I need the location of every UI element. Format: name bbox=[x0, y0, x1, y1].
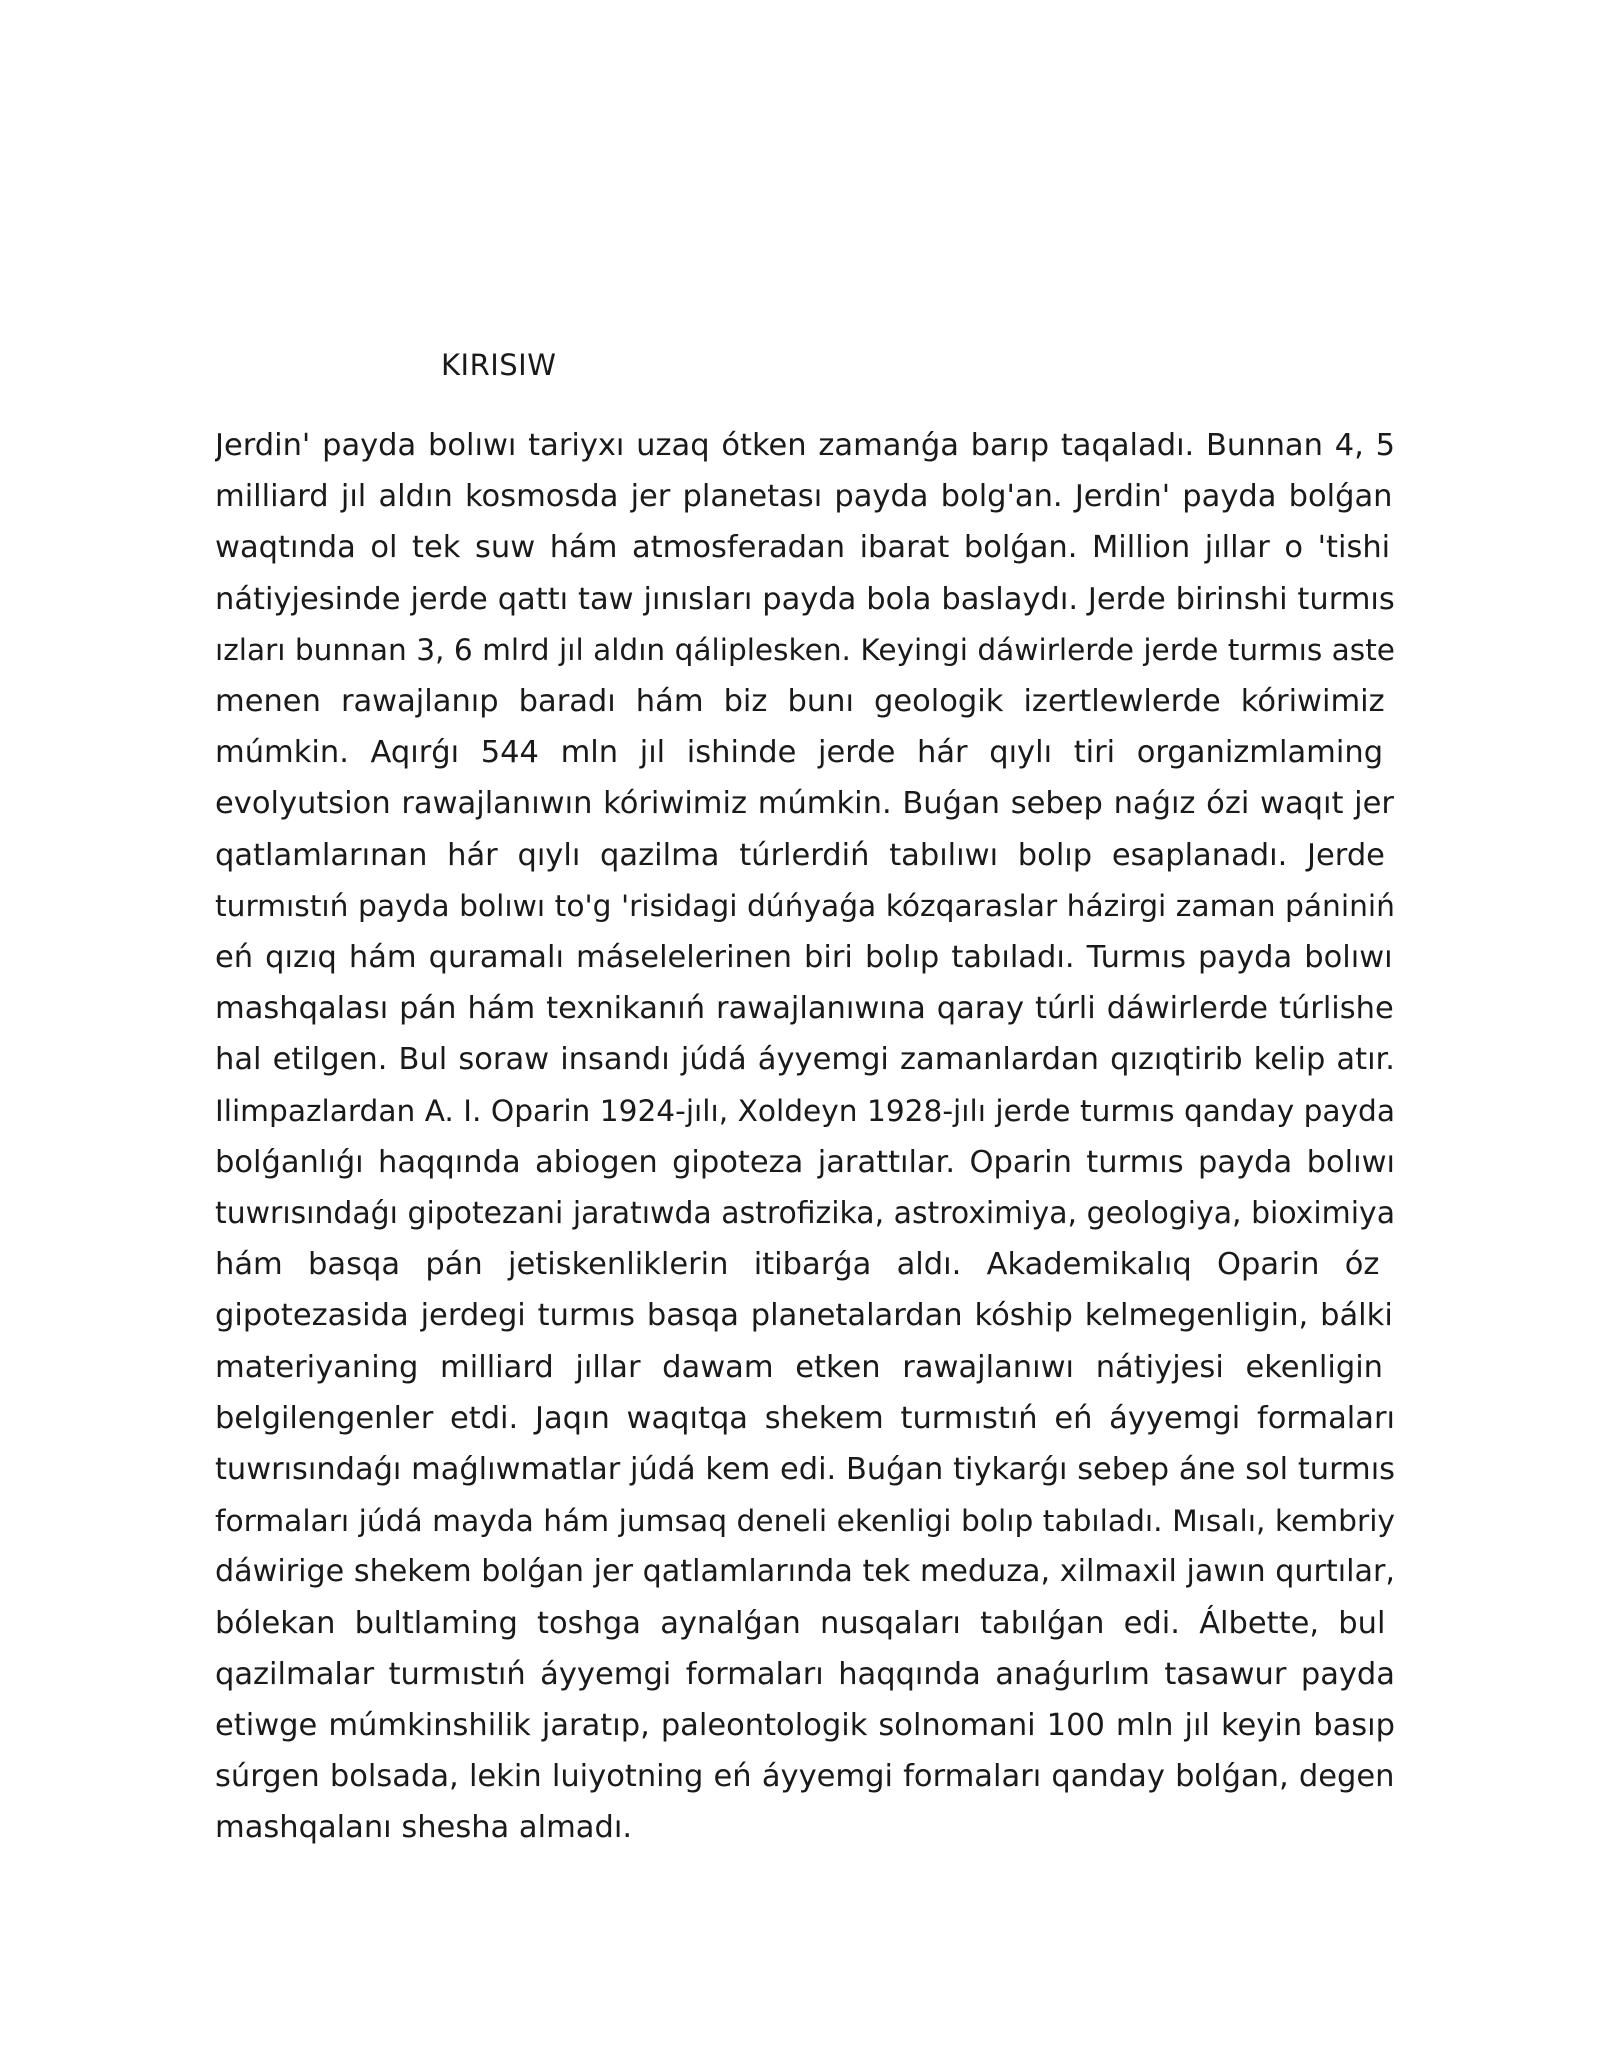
text-line: qazilmalar turmıstıń áyyemgi formaları haqqında anaǵurlım tasawur payda bbox=[215, 1656, 1395, 1692]
page-title: KIRISIW bbox=[441, 348, 557, 382]
text-line: waqtında ol tek suw hám atmosferadan ibarat bolǵan. Million jıllar o 'tishi bbox=[215, 530, 1391, 566]
text-line: hám basqa pán jetiskenliklerin itibarǵa aldı. Akademikalıq Oparin óz bbox=[215, 1247, 1380, 1283]
text-line: tuwrısındaǵı maǵlıwmatlar júdá kem edi. Buǵan tiykarǵı sebep áne sol turmıs bbox=[215, 1452, 1395, 1488]
text-line: tuwrısındaǵı gipotezani jaratıwda astrofizika, astroximiya, geologiya, bioximiya bbox=[215, 1196, 1395, 1232]
text-line: ızları bunnan 3, 6 mlrd jıl aldın qáliplesken. Keyingi dáwirlerde jerde turmıs aste bbox=[215, 632, 1395, 667]
text-line: mashqalası pán hám texnikanıń rawajlanıwına qaray túrli dáwirlerde túrlishe bbox=[215, 991, 1394, 1027]
text-line: Ilimpazlardan A. I. Oparin 1924-jılı, Xoldeyn 1928-jılı jerde turmıs qanday payda bbox=[215, 1093, 1395, 1128]
text-line: bolǵanlıǵı haqqında abiogen gipoteza jarattılar. Oparin turmıs payda bolıwı bbox=[215, 1144, 1395, 1180]
text-line: hal etilgen. Bul soraw insandı júdá áyyemgi zamanlardan qızıqtirib kelip atır. bbox=[215, 1042, 1395, 1078]
text-line: turmıstıń payda bolıwı to'g 'risidagi dúńyaǵa kózqaraslar házirgi zaman pániniń bbox=[215, 888, 1395, 924]
text-line: dáwirige shekem bolǵan jer qatlamlarında tek meduza, xilmaxil jawın qurtılar, bbox=[215, 1554, 1395, 1590]
text-line: eń qızıq hám quramalı máselelerinen biri bolıp tabıladı. Turmıs payda bolıwı bbox=[215, 940, 1393, 976]
text-line: mashqalanı shesha almadı. bbox=[215, 1810, 633, 1846]
text-line: evolyutsion rawajlanıwın kóriwimiz múmkin. Buǵan sebep naǵız ózi waqıt jer bbox=[215, 786, 1394, 822]
text-line: bólekan bultlaming toshga aynalǵan nusqaları tabılǵan edi. Álbette, bul bbox=[215, 1605, 1386, 1641]
text-line: qatlamlarınan hár qıylı qazilma túrlerdiń tabılıwı bolıp esaplanadı. Jerde bbox=[215, 837, 1385, 873]
text-line: nátiyjesinde jerde qattı taw jınısları payda bola baslaydı. Jerde birinshi turmıs bbox=[215, 581, 1395, 617]
text-line: Jerdin' payda bolıwı tariyxı uzaq ótken zamanǵa barıp taqaladı. Bunnan 4, 5 bbox=[215, 428, 1395, 463]
text-line: súrgen bolsada, lekin luiyotning eń áyyemgi formaları qanday bolǵan, degen bbox=[215, 1759, 1395, 1795]
text-line: menen rawajlanıp baradı hám biz bunı geologik izertlewlerde kóriwimiz bbox=[215, 684, 1385, 720]
text-line: múmkin. Aqırǵı 544 mln jıl ishinde jerde hár qıylı tiri organizmlaming bbox=[215, 735, 1384, 771]
body-paragraph bbox=[215, 420, 1395, 1854]
text-line: belgilengenler etdi. Jaqın waqıtqa shekem turmıstıń eń áyyemgi formaları bbox=[215, 1400, 1395, 1436]
text-line: materiyaning milliard jıllar dawam etken rawajlanıwı nátiyjesi ekenligin bbox=[215, 1349, 1384, 1385]
text-line: gipotezasida jerdegi turmıs basqa planetalardan kóship kelmegenligin, bálki bbox=[215, 1298, 1393, 1334]
text-line: formaları júdá mayda hám jumsaq deneli ekenligi bolıp tabıladı. Mısalı, kembriy bbox=[215, 1503, 1395, 1539]
text-line: milliard jıl aldın kosmosda jer planetası payda bolg'an. Jerdin' payda bolǵan bbox=[215, 479, 1393, 515]
text-line: etiwge múmkinshilik jaratıp, paleontologik solnomani 100 mln jıl keyin basıp bbox=[215, 1708, 1395, 1744]
